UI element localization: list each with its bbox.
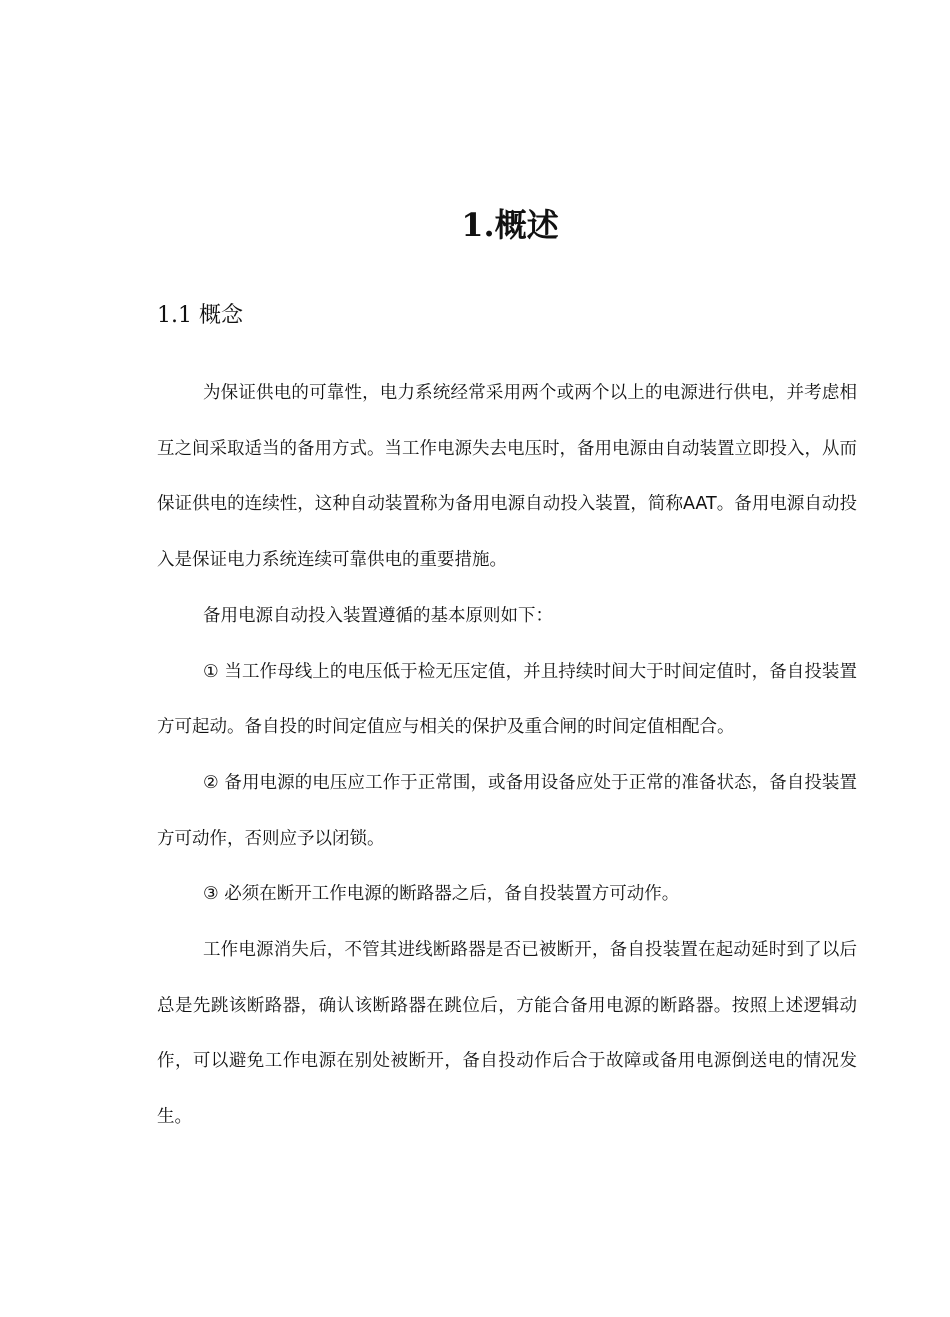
paragraph-principles-intro: 备用电源自动投入装置遵循的基本原则如下：: [203, 605, 553, 626]
paragraph-principle-1: ① 当工作母线上的电压低于检无压定值，并且持续时间大于时间定值时，备自投装置方可起动。备自投的时间定值应与相关的保护及重合闸的时间定值相配合。: [157, 661, 857, 738]
document-body: [157, 366, 857, 1146]
paragraph-intro: 为保证供电的可靠性，电力系统经常采用两个或两个以上的电源进行供电，并考虑相互之间采取适当的备用方式。当工作电源失去电压时，备用电源由自动装置立即投入，从而保证供电的连续性，这种自动装置称为备用电源自动投入装置，简称AAT。备用电源自动投入是保证电力系统连续可靠供电的重要措施。: [157, 383, 857, 571]
section-heading: 1.1 概念: [157, 303, 243, 328]
page-title: 1.概述: [461, 206, 559, 244]
paragraph-principle-2: ② 备用电源的电压应工作于正常围，或备用设备应处于正常的准备状态，备自投装置方可动作，否则应予以闭锁。: [157, 772, 857, 849]
paragraph-principle-3: ③ 必须在断开工作电源的断路器之后，备自投装置方可动作。: [203, 884, 680, 905]
paragraph-operation: 工作电源消失后，不管其进线断路器是否已被断开，备自投装置在起动延时到了以后总是先跳该断路器，确认该断路器在跳位后，方能合备用电源的断路器。按照上述逻辑动作，可以避免工作电源在别处被断开，备自投动作后合于故障或备用电源倒送电的情况发生。: [157, 940, 857, 1128]
